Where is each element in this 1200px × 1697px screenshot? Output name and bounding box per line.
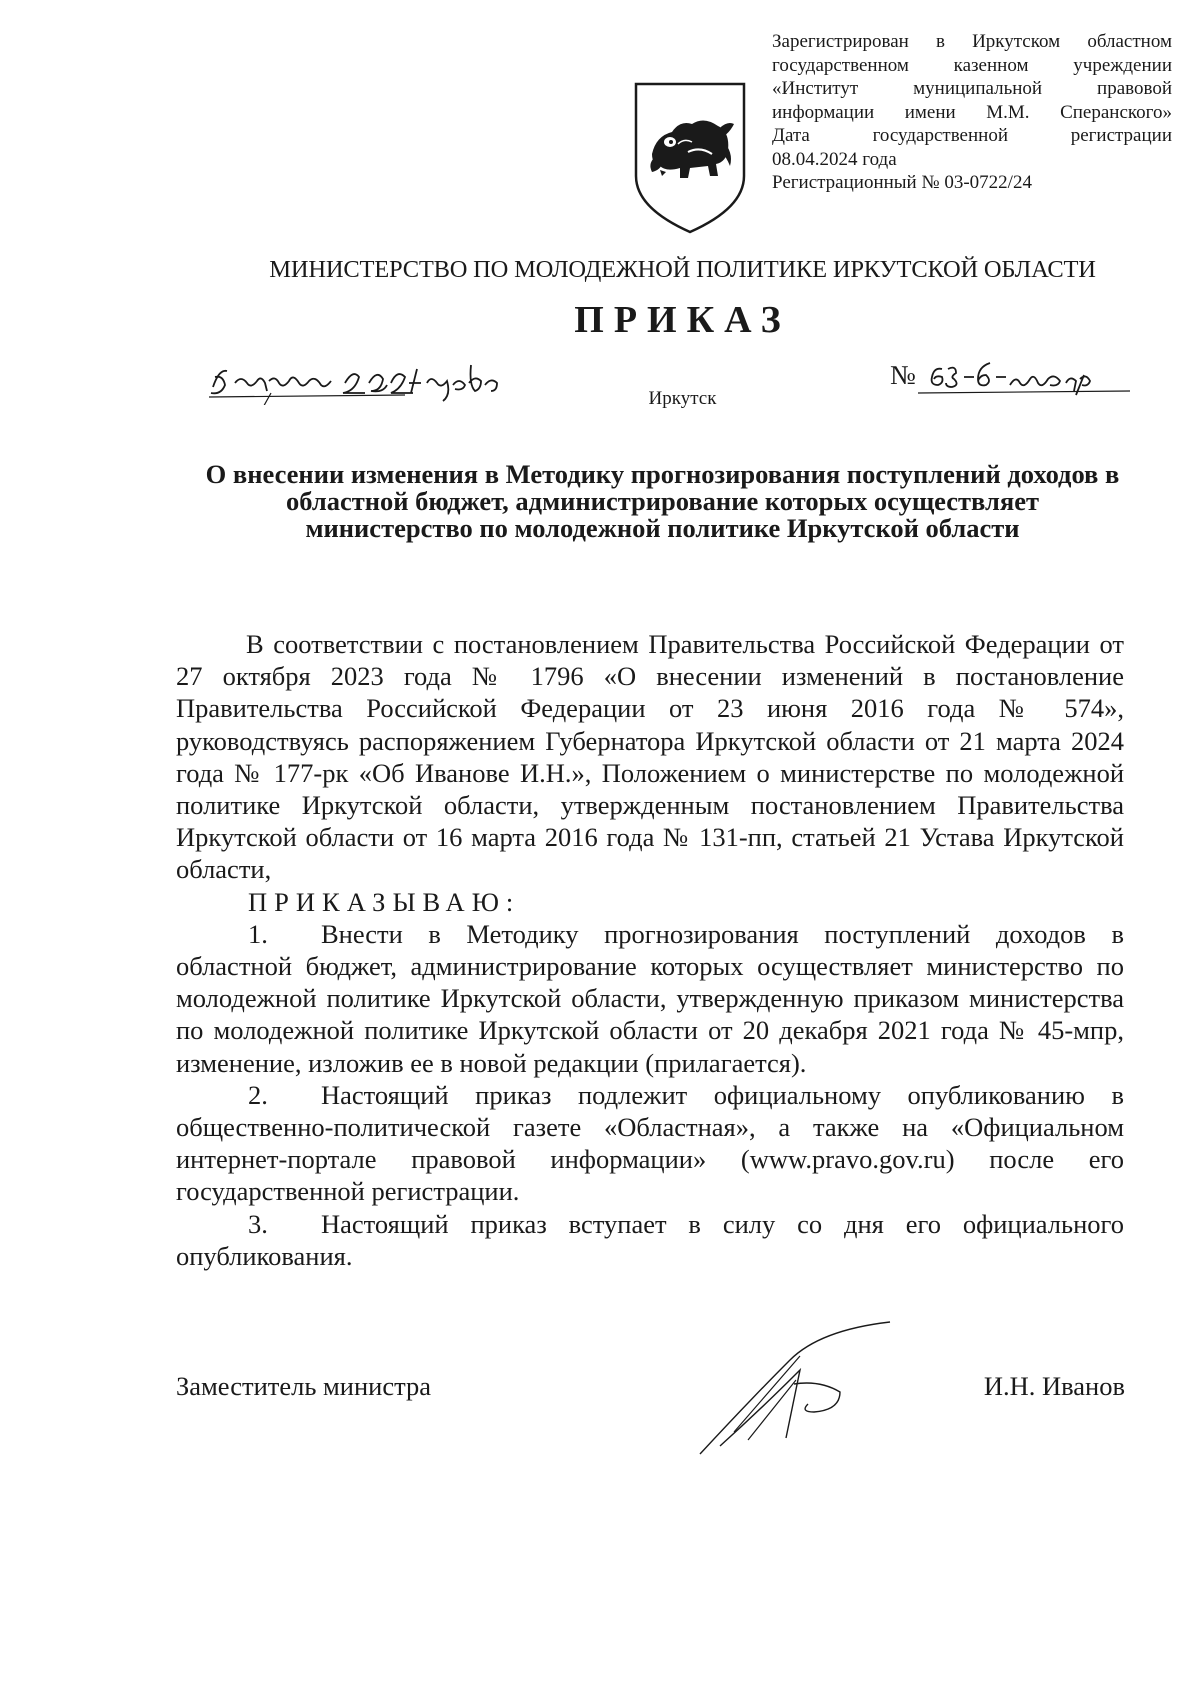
order-item bbox=[176, 918, 1124, 1079]
coat-of-arms-icon bbox=[630, 80, 750, 235]
preamble-paragraph: В соответствии с постановлением Правительства Российской Федерации от 27 октября 2023 года № 1796 «О внесении изменений в постановление Правительства Российской Федерации от 23 июня 2016 года № 574», руководствуясь распоряжением Губернатора Иркутской области от 21 марта 2024 года № 177-рк «Об Иванове И.Н.», Положением о министерстве по молодежной политике Иркутской области, утвержденным постановлением Правительства Иркутской области от 16 марта 2016 года № 131-пп, статьей 21 Устава Иркутской области, bbox=[176, 629, 1124, 885]
signatory-title: Заместитель министра bbox=[176, 1371, 432, 1401]
order-item bbox=[176, 1079, 1124, 1208]
registration-number: Регистрационный № 03-0722/24 bbox=[772, 172, 1032, 193]
item-text: Настоящий приказ подлежит официальному опубликованию в общественно-политической газете «Областная», а также на «Официальном интернет-портале правовой информации» (www.pravo.gov.ru) после его государственной регистрации. bbox=[176, 1079, 1124, 1207]
registration-line: государственном казенном учреждении bbox=[772, 54, 1172, 76]
item-text: Внести в Методику прогнозирования поступлений доходов в областной бюджет, администрирование которых осуществляет министерство по молодежной политике Иркутской области, утвержденную приказом министерства по молодежной политике Иркутской области от 20 декабря 2021 года № 45-мпр, изменение, изложив ее в новой редакции (прилагается). bbox=[176, 918, 1124, 1078]
document-type: ПРИКАЗ bbox=[574, 299, 791, 341]
ministry-name: МИНИСТЕРСТВО ПО МОЛОДЕЖНОЙ ПОЛИТИКЕ ИРКУТСКОЙ ОБЛАСТИ bbox=[269, 256, 1096, 283]
order-word: ПРИКАЗЫВАЮ: bbox=[248, 886, 521, 917]
signatory-name: И.Н. Иванов bbox=[983, 1371, 1125, 1401]
registration-line: Дата государственной регистрации bbox=[772, 125, 1172, 146]
item-text: Настоящий приказ вступает в силу со дня его официального опубликования. bbox=[176, 1208, 1124, 1271]
registration-line: информации имени М.М. Сперанского» bbox=[772, 101, 1172, 123]
item-number: 1. bbox=[248, 918, 268, 949]
handwritten-signature-icon bbox=[690, 1320, 905, 1460]
item-number: 3. bbox=[248, 1208, 268, 1239]
registration-line: Зарегистрирован в Иркутском областном bbox=[772, 31, 1172, 52]
order-item bbox=[176, 1208, 1124, 1272]
item-number: 2. bbox=[248, 1079, 268, 1110]
number-sign: № bbox=[890, 360, 916, 390]
registration-date: 08.04.2024 года bbox=[772, 148, 897, 170]
registration-note bbox=[772, 30, 1172, 195]
registration-line: «Институт муниципальной правовой bbox=[772, 78, 1172, 99]
document-heading: О внесении изменения в Методику прогнозирования поступлений доходов в областной бюджет, администрирование которых осуществляет министерство по молодежной политике Иркутской области bbox=[205, 459, 1120, 543]
handwritten-number bbox=[890, 355, 1135, 400]
document-body bbox=[176, 628, 1124, 1272]
city: Иркутск bbox=[648, 388, 717, 409]
